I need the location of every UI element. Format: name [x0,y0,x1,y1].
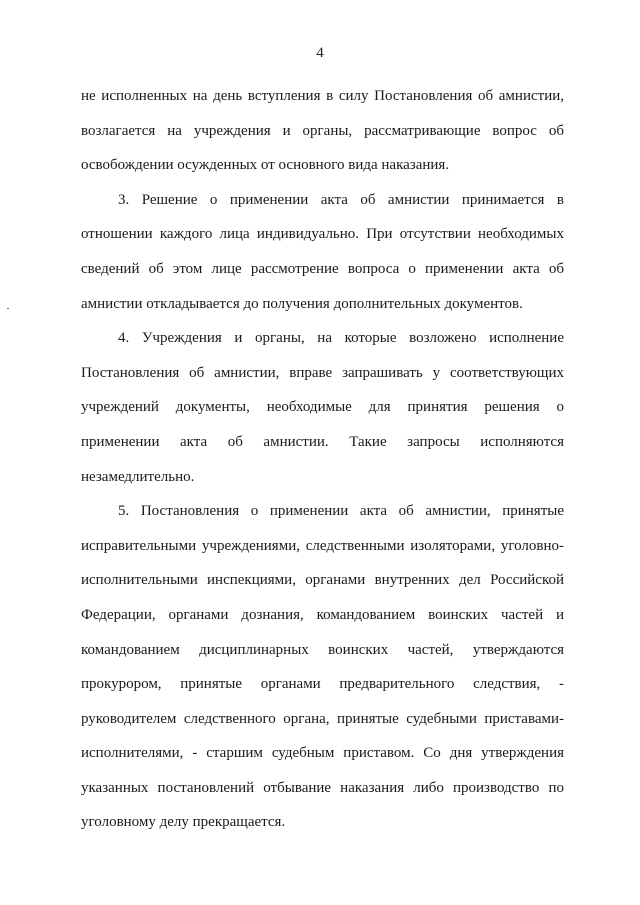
scan-speck [7,308,9,309]
paragraph-item-3: 3. Решение о применении акта об амнистии принимается в отношении каждого лица индивидуально. При отсутствии необходимых сведений об этом лице рассмотрение вопроса о применении акта об амнистии откладывается до получения дополнительных документов. [81,191,564,312]
paragraph-item-4: 4. Учреждения и органы, на которые возложено исполнение Постановления об амнистии, вправе запрашивать у соответствующих учреждений документы, необходимые для принятия решения о применении акта об амнистии. Такие запросы исполняются незамедлительно. [81,330,564,485]
paragraph-item-5: 5. Постановления о применении акта об амнистии, принятые исправительными учреждениями, следственными изоляторами, уголовно-исполнительными инспекциями, органами внутренних дел Российской Федерации, органами дознания, командованием воинских частей и командованием дисциплинарных воинских частей, утверждаются прокурором, принятые органами предварительного следствия, - руководителем следственного органа, принятые судебными приставами-исполнителями, - старшим судебным приставом. Со дня утверждения указанных постановлений отбывание наказания либо производство по уголовному делу прекращается. [81,503,564,831]
document-body [81,79,564,840]
paragraph-continuation: не исполненных на день вступления в силу Постановления об амнистии, возлагается на учреждения и органы, рассматривающие вопрос об освобождении осужденных от основного вида наказания. [81,88,564,174]
page-number: 4 [316,45,324,61]
